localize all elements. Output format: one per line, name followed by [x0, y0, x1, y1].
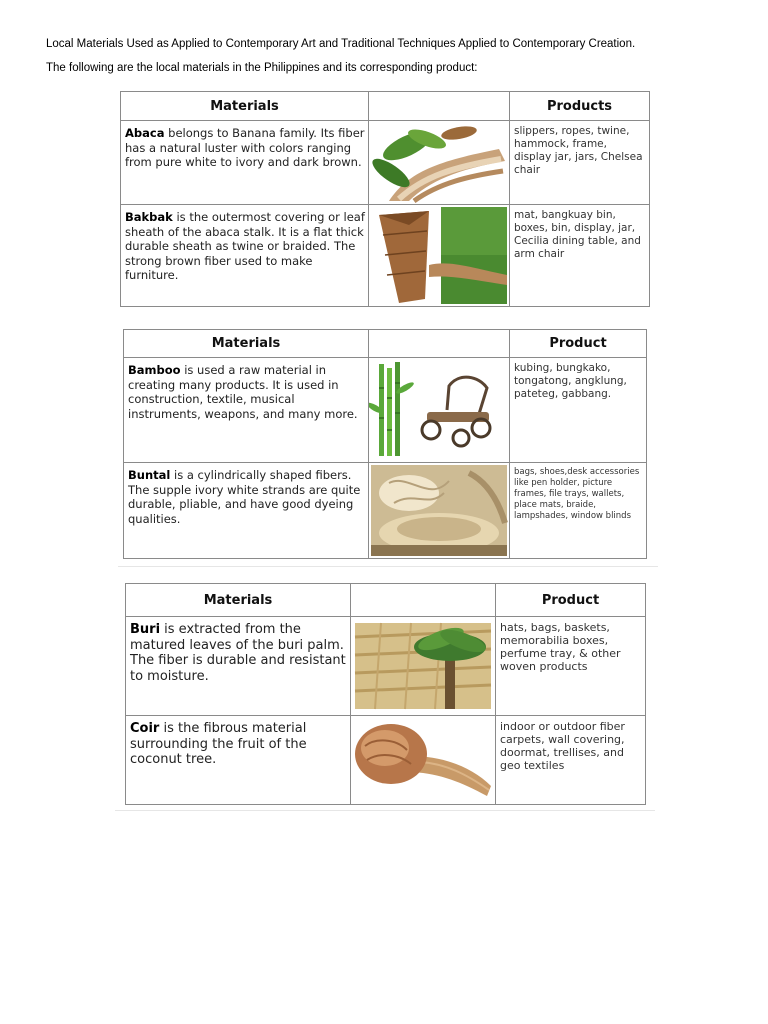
material-text: belongs to Banana family. Its fiber has a natural luster with colors ranging from pure white to ivory and dark brown. — [125, 126, 365, 169]
material-description — [121, 121, 368, 170]
product-list: bags, shoes,desk accessories like pen holder, picture frames, file trays, wallets, place mats, braide, lampshades, window blinds — [514, 467, 640, 521]
material-description — [124, 463, 368, 526]
divider — [118, 566, 658, 567]
header-materials: Materials — [126, 584, 351, 617]
material-description — [126, 716, 350, 768]
product-list: indoor or outdoor fiber carpets, wall covering, doormat, trellises, and geo textiles — [500, 720, 625, 772]
product-list: slippers, ropes, twine, hammock, frame, display jar, jars, Chelsea chair — [514, 125, 643, 176]
intro-heading: Local Materials Used as Applied to Contemporary Art and Traditional Techniques Applied to Contemporary Creation. — [46, 38, 636, 50]
material-name: Abaca — [125, 126, 165, 140]
divider — [115, 810, 655, 811]
header-products: Product — [510, 330, 647, 358]
abaca-photo — [369, 121, 510, 205]
table-row — [124, 358, 647, 463]
material-name: Bamboo — [128, 363, 181, 377]
product-list: kubing, bungkako, tongatong, angklung, pateteg, gabbang. — [514, 362, 627, 400]
header-image-blank — [369, 330, 510, 358]
product-list: hats, bags, baskets, memorabilia boxes, perfume tray, & other woven products — [500, 621, 621, 673]
header-products: Product — [496, 584, 646, 617]
table-row — [126, 617, 646, 716]
material-text: is used a raw material in creating many products. It is used in construction, textile, musical instruments, weapons, and many more. — [128, 363, 358, 421]
table-row — [124, 463, 647, 559]
header-products: Products — [510, 92, 650, 121]
header-image-blank — [351, 584, 496, 617]
header-image-blank — [369, 92, 510, 121]
bamboo-photo — [369, 358, 510, 463]
table-row — [126, 716, 646, 805]
material-text: is extracted from the matured leaves of the buri palm. The fiber is durable and resistant to moisture. — [130, 622, 346, 684]
material-name: Buri — [130, 622, 161, 637]
materials-table-3 — [125, 583, 646, 805]
material-name: Buntal — [128, 468, 171, 482]
material-text: is a cylindrically shaped fibers. The supple ivory white strands are quite durable, pliable, and have good dyeing qualities. — [128, 468, 361, 526]
material-name: Bakbak — [125, 210, 173, 224]
table-row — [121, 121, 650, 205]
material-description — [126, 617, 350, 684]
material-text: is the fibrous material surrounding the fruit of the coconut tree. — [130, 721, 307, 767]
table-row — [121, 205, 650, 307]
material-name: Coir — [130, 721, 160, 736]
bakbak-photo — [369, 205, 510, 307]
buntal-photo — [369, 463, 510, 559]
materials-table-1 — [120, 91, 650, 307]
material-description — [124, 358, 368, 421]
material-description — [121, 205, 368, 283]
product-list: mat, bangkuay bin, boxes, bin, display, jar, Cecilia dining table, and arm chair — [514, 209, 641, 260]
buri-photo — [351, 617, 496, 716]
header-materials: Materials — [121, 92, 369, 121]
coir-photo — [351, 716, 496, 805]
header-materials: Materials — [124, 330, 369, 358]
material-text: is the outermost covering or leaf sheath of the abaca stalk. It is a flat thick durable sheath as twine or braided. The strong brown fiber used to make furniture. — [125, 210, 365, 282]
intro-subheading: The following are the local materials in the Philippines and its corresponding product: — [46, 62, 478, 74]
materials-table-2 — [123, 329, 647, 559]
